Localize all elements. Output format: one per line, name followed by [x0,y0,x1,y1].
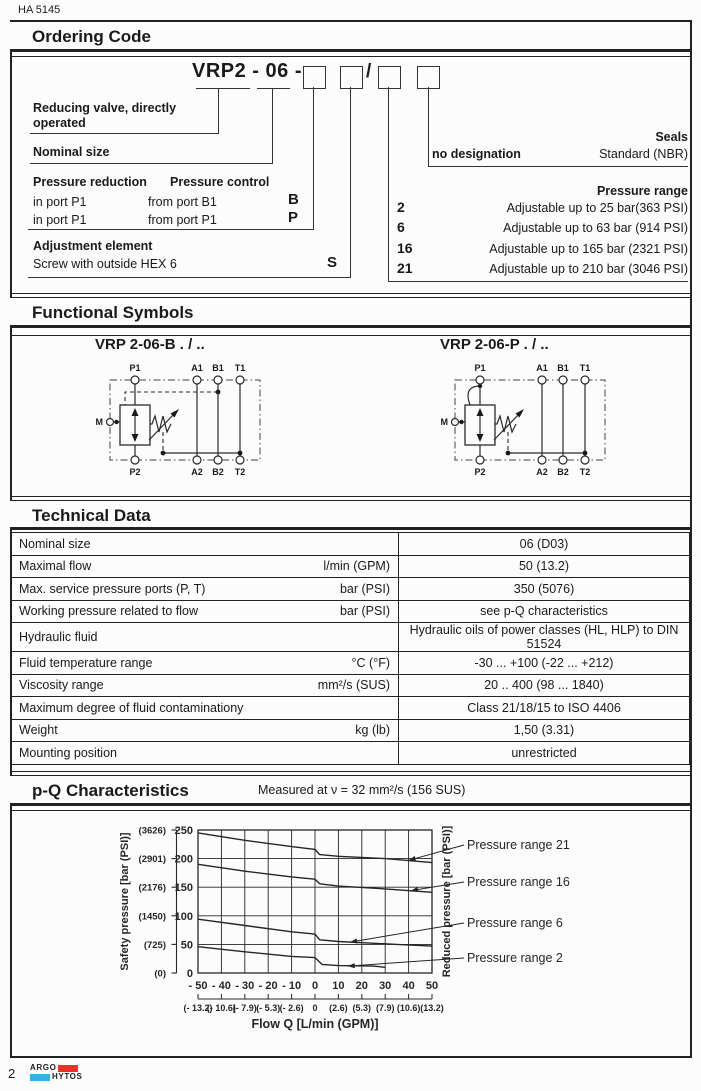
tech-row-value: Class 21/18/15 to ISO 4406 [399,697,690,720]
divider [10,56,690,57]
technical-data-table [10,532,690,765]
x-tick-label: 20 [355,980,368,992]
x-tick-gpm-label: (- 7.9) [232,1003,257,1013]
tech-row-unit: kg (lb) [355,723,390,738]
port-label: B1 [212,363,224,373]
pressure-row-code: P [288,209,299,226]
tech-row-label: Hydraulic fluid [19,630,98,644]
series-leader-line [411,882,464,891]
y-tick-bar-label: 0 [186,968,193,980]
x-tick-gpm-label: (10.6) [396,1003,421,1013]
connector-line [30,163,273,164]
table-row [11,674,690,697]
connector-line [272,88,273,163]
seals-value: Standard (NBR) [599,147,688,161]
tech-row-unit: °C (°F) [351,655,390,670]
port-label: A2 [191,467,203,477]
ordering-code-prefix: VRP2 - 06 - [192,60,302,82]
connector-line [30,133,219,134]
port-label: T2 [234,467,246,477]
y-tick-psi-label: (725) [143,939,166,951]
adjustment-header: Adjustment element [33,239,153,253]
pq-subtitle: Measured at ν = 32 mm²/s (156 SUS) [258,783,466,797]
section-title-pq [10,775,690,806]
tech-row-unit: l/min (GPM) [323,559,390,574]
x-tick-label: 30 [379,980,392,992]
connector-line [388,87,389,281]
table-row [11,623,690,652]
connector-line [428,87,429,166]
x-axis-title: Flow Q [L/min (GPM)] [251,1017,379,1031]
tech-row-value: 20 .. 400 (98 ... 1840) [399,674,690,697]
port-label: T1 [234,363,246,373]
port-label: A2 [536,467,548,477]
x-tick-gpm-label: (- 13.2) [183,1003,213,1013]
seals-heading: Seals [655,130,688,144]
port-label-m: M [440,417,448,427]
pressure-range-code: 21 [397,260,413,276]
pressure-range-desc: Adjustable up to 210 bar (3046 PSI) [489,262,688,276]
series-label: Pressure range 6 [467,916,563,930]
table-row [11,600,690,623]
port-label: P2 [129,467,141,477]
table-row [11,719,690,742]
divider [10,810,690,811]
tech-row-value: see p-Q characteristics [399,600,690,623]
series-label: Pressure range 21 [467,838,570,852]
logo-text-argo: ARGO [30,1063,57,1072]
pressure-range-header: Pressure range [596,184,688,198]
y-tick-bar-label: 150 [174,882,193,895]
argo-hytos-logo [30,1064,82,1081]
tech-row-label: Mounting position [19,745,117,760]
x-tick-label: - 10 [282,980,302,992]
pressure-row-control: from port B1 [148,195,217,209]
x-tick-label: 10 [332,980,345,992]
adjustment-code: S [327,254,338,271]
connector-line [388,281,688,282]
tech-row-value: 50 (13.2) [399,555,690,578]
x-tick-label: 50 [425,980,439,992]
connector-line [218,88,219,133]
logo-cyan-block [30,1074,50,1081]
tech-row-unit: bar (PSI) [339,581,390,596]
variant-p-title: VRP 2-06-P . / .. [440,336,549,353]
pressure-row-control: from port P1 [148,213,217,227]
tech-row-value: 350 (5076) [399,578,690,601]
divider [10,771,690,772]
connector-line [257,88,290,89]
variant-b-title: VRP 2-06-B . / .. [95,336,205,353]
x-tick-gpm-label: (2.6) [329,1003,348,1013]
x-tick-gpm-label: (- 5.3) [256,1003,281,1013]
pressure-row-reduction: in port P1 [33,213,87,227]
pressure-reduction-header: Pressure reduction [33,175,147,189]
schematic-vrp2-06-p [430,358,650,493]
code-box-2 [340,66,363,89]
connector-line [350,87,351,277]
reducing-valve-label: Reducing valve, directly operated [33,101,177,130]
connector-line [28,277,351,278]
code-slash: / [366,61,372,82]
x-tick-label: - 20 [258,980,278,992]
pressure-range-code: 6 [397,219,405,235]
table-row [11,742,690,765]
nominal-size-label: Nominal size [33,145,110,159]
x-tick-gpm-label: (13.2) [420,1003,444,1013]
tech-row-label: Working pressure related to flow [19,604,199,619]
port-label: T1 [579,363,591,373]
divider [10,496,690,497]
table-row [11,533,690,556]
schematic-vrp2-06-b [85,358,305,493]
table-row [11,578,690,601]
port-label: B2 [212,467,224,477]
x-tick-gpm-label: 0 [312,1003,318,1013]
x-tick-gpm-label: (- 10.6) [206,1003,236,1013]
tech-row-label: Weight [19,723,58,738]
pressure-range-desc: Adjustable up to 165 bar (2321 PSI) [489,242,688,256]
x-tick-gpm-label: (7.9) [375,1003,395,1013]
tech-row-unit: mm²/s (SUS) [317,678,390,693]
divider [10,293,690,294]
pressure-range-desc: Adjustable up to 25 bar(363 PSI) [506,201,688,215]
port-label: A1 [191,363,203,373]
port-label: A1 [536,363,548,373]
section-title-technical: Technical Data [10,500,690,530]
y-axis-title-right: Reduced pressure [bar (PSI)] [441,825,453,978]
tech-row-label: Viscosity range [19,678,104,693]
x-tick-gpm-label: (5.3) [352,1003,372,1013]
y-tick-bar-label: 50 [180,939,193,952]
pq-chart [10,812,690,1052]
doc-code: HA 5145 [18,4,61,16]
pressure-row-reduction: in port P1 [33,195,87,209]
y-tick-bar-label: 100 [174,910,193,923]
x-tick-label: - 50 [188,980,208,992]
tech-row-label: Maximum degree of fluid contaminationy [19,700,244,715]
pressure-control-header: Pressure control [170,175,270,189]
pressure-row-code: B [288,191,299,208]
connector-line [28,229,314,230]
code-box-4 [417,66,440,89]
y-tick-psi-label: (3626) [138,825,166,837]
section-title-functional: Functional Symbols [10,297,690,328]
port-label: T2 [579,467,591,477]
y-tick-bar-label: 250 [174,825,193,837]
x-tick-label: - 30 [235,980,255,992]
tech-row-value: unrestricted [399,742,690,765]
tech-row-label: Max. service pressure ports (P, T) [19,581,206,596]
y-tick-bar-label: 200 [174,853,193,866]
tech-row-value: 06 (D03) [399,533,690,556]
pq-title: p-Q Characteristics [32,781,189,800]
table-row [11,697,690,720]
y-tick-psi-label: (2901) [138,854,166,866]
port-label: P2 [474,467,486,477]
logo-text-hytos: HYTOS [52,1072,83,1081]
connector-line [313,87,314,229]
table-row [11,555,690,578]
x-tick-label: 40 [402,980,415,992]
series-label: Pressure range 16 [467,875,570,889]
tech-row-value: -30 ... +100 (-22 ... +212) [399,652,690,675]
connector-line [428,166,688,167]
y-tick-psi-label: (1450) [138,911,166,923]
pressure-range-code: 16 [397,240,413,256]
tech-row-value: 1,50 (3.31) [399,719,690,742]
y-tick-psi-label: (0) [154,968,166,980]
code-box-3 [378,66,401,89]
adjustment-label: Screw with outside HEX 6 [33,257,177,271]
port-label: P1 [129,363,141,373]
tech-row-unit: bar (PSI) [339,604,390,619]
pressure-range-code: 2 [397,199,405,215]
section-title-ordering: Ordering Code [10,22,690,52]
port-label: B1 [557,363,569,373]
port-label: B2 [557,467,569,477]
y-axis-title-left: Safety pressure [bar (PSI)] [119,832,131,971]
tech-row-label: Nominal size [19,536,91,551]
tech-row-label: Maximal flow [19,559,92,574]
seals-key: no designation [432,147,521,161]
logo-red-block [58,1065,78,1072]
port-label: P1 [474,363,486,373]
x-tick-label: 0 [311,980,319,992]
port-label-m: M [95,417,103,427]
pressure-range-desc: Adjustable up to 63 bar (914 PSI) [503,221,688,235]
series-leader-line [409,845,464,860]
tech-row-value: Hydraulic oils of power classes (HL, HLP) to DIN 51524 [399,623,690,652]
connector-line [196,88,250,89]
page-number: 2 [8,1066,16,1081]
tech-row-label: Fluid temperature range [19,655,153,670]
series-label: Pressure range 2 [467,951,563,965]
x-tick-gpm-label: (- 2.6) [279,1003,304,1013]
code-box-1 [303,66,326,89]
table-row [11,652,690,675]
y-tick-psi-label: (2176) [138,882,166,894]
x-tick-label: - 40 [211,980,231,992]
